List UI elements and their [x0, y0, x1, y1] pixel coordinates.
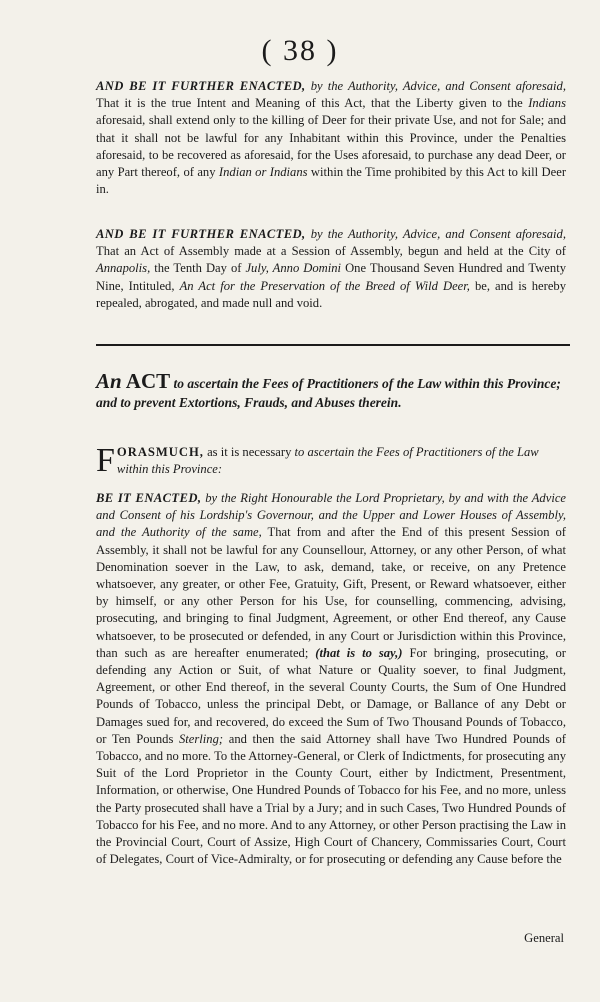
term-indians: Indians [528, 96, 566, 111]
body-text: One Thousand Seven Hundred and Twenty Nine, Intituled, [96, 261, 566, 293]
term-sterling: Sterling; [179, 731, 224, 746]
place-annapolis: Annapolis, [96, 261, 151, 276]
section-fees [96, 490, 566, 868]
catchword: General [524, 931, 564, 945]
body-text: That from and after the End of this present Session of Assembly, it shall not be lawful for any Counsellour, Attorney, or any other Person, of what Denomination soever in the Law, to ask, demand, take, or receive, on any Pretence whatsoever, any greater, or other Fee, Gratuity, Gift, Present, or Reward whatsoever, either by himself, or any other Person for his Use, for counselling, commencing, advising, prosecuting, and bringing to final Judgment, Agreement, or other End thereof, any Cause whatsoever, to be prosecuted or defended, in any Court or Jurisdiction within this Province, than such as are hereafter enumerated; [96, 525, 566, 660]
section-lead: BE IT ENACTED, [96, 491, 202, 505]
body-text: That it is the true Intent and Meaning of this Act, that the Liberty given to the [96, 96, 529, 111]
body-text: as it is necessary [203, 445, 295, 459]
body-text: That an Act of Assembly made at a Session of Assembly, begun and held at the City of [96, 244, 566, 259]
drop-cap: F [96, 442, 115, 479]
heading-act: ACT [121, 369, 171, 393]
authority-clause: by the Authority, Advice, and Consent aforesaid, [305, 227, 566, 241]
body-text: and then the said Attorney shall have Two Hundred Pounds of Tobacco, and no more. To the Attorney-General, or Clerk of Indictments, for prosecuting any Suit of the Lord Proprietor in the County Court, either by Indictment, Presentment, Information, or otherwise, One Hundred Pounds of Tobacco for his Fee, and no more, unless the Party prosecuted shall have a Trial by a Jury; and in such Cases, Two Hundred Pounds of Tobacco for his Fee, and no more. And to any Attorney, or other Person practising the Law in the Provincial Court, Court of Assize, High Court of Chancery, Commissaries Court, Court of Delegates, Court of Vice-Admiralty, or for prosecuting or defending any Cause before the [96, 731, 566, 867]
body-text: For bringing, prosecuting, or defending any Action or Suit, of what Nature or Quality soever, to final Judgment, Agreement, or other End thereof, in the several County Courts, the Sum of One Hundred Pounds of Tobacco, unless the principal Debt, or Damage, or Ballance of any Debt or Damages sued for, and recovered, do exceed the Sum of Two Thousand Pounds of Tobacco, or Ten Pounds [96, 645, 567, 746]
act-title-wild-deer: An Act for the Preservation of the Breed of Wild Deer, [179, 278, 470, 293]
term-indian-or-indians: Indian or Indians [218, 165, 308, 180]
heading-title: to ascertain the Fees of Practitioners of the Law within this Province; and to prevent Extortions, Frauds, and Abuses therein. [96, 376, 561, 410]
act-heading [96, 369, 570, 412]
authority-clause: by the Right Honourable the Lord Proprietary, by and with the Advice and Consent of his Lordship's Governour, and the Upper and Lower Houses of Assembly, and the Authority of the same, [96, 491, 566, 540]
section-repeal [96, 226, 566, 312]
body-text: the Tenth Day of [150, 261, 246, 276]
section-lead: AND BE IT FURTHER ENACTED, [96, 227, 306, 241]
body-text: aforesaid, shall extend only to the killing of Deer for their private Use, and not for Sale; and that it shall not be lawful for any Inhabitant within this Province, under the Penalties aforesaid, to be recovered as aforesaid, for the Uses aforesaid, to purchase any dead Deer, or any Part thereof, of any [96, 113, 566, 180]
section-lead: AND BE IT FURTHER ENACTED, [96, 79, 306, 93]
section-divider [96, 344, 570, 346]
date-july: July, Anno Domini [245, 261, 342, 276]
section-deer-indians [96, 78, 566, 198]
authority-clause: by the Authority, Advice, and Consent aforesaid, [305, 79, 566, 93]
page-number: ( 38 ) [261, 34, 339, 67]
body-text: be, and is hereby repealed, abrogated, and made null and void. [96, 278, 566, 310]
that-is-to-say: (that is to say,) [315, 645, 403, 660]
heading-an: An [96, 369, 122, 393]
preamble [96, 444, 570, 478]
preamble-purpose: to ascertain the Fees of Practitioners of the Law within this Province: [116, 445, 539, 476]
preamble-word: ORASMUCH, [116, 445, 204, 459]
body-text: within the Time prohibited by this Act to kill Deer in. [96, 165, 567, 197]
